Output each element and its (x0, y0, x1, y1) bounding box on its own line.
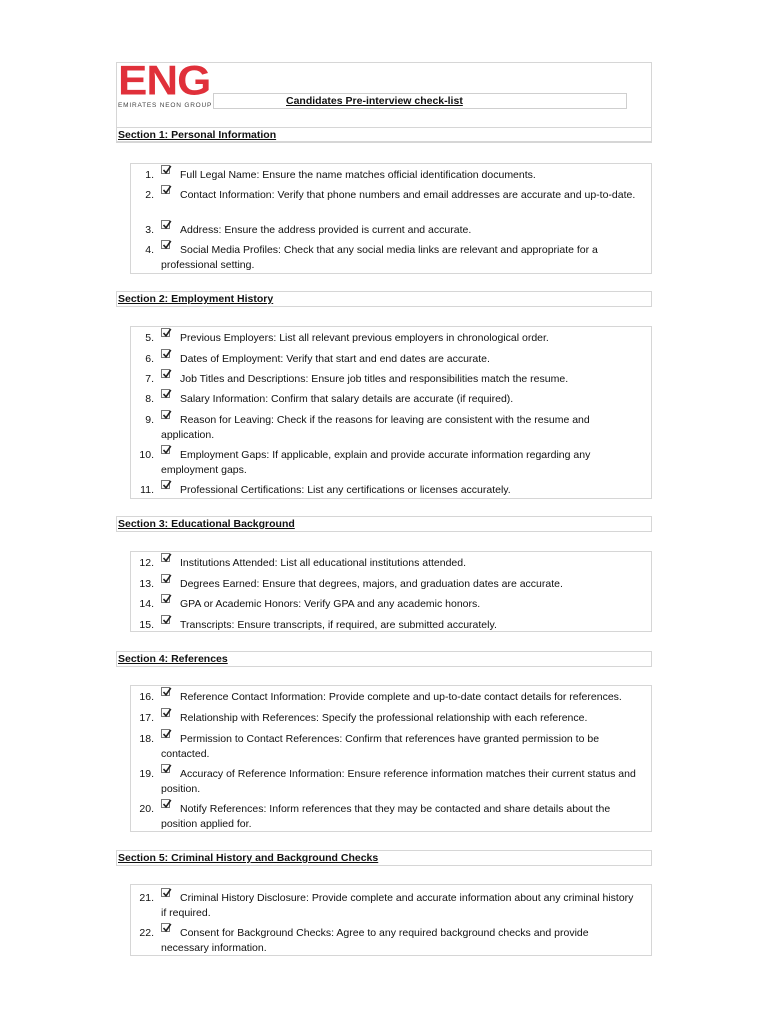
section-list-employment-history (130, 326, 652, 499)
item-text: Professional Certifications: List any certifications or licenses accurately. (180, 484, 511, 496)
item-text: Degrees Earned: Ensure that degrees, majors, and graduation dates are accurate. (180, 578, 563, 590)
section-list-criminal-history (130, 884, 652, 956)
document-title: Candidates Pre-interview check-list (286, 95, 463, 107)
item-text: Dates of Employment: Verify that start and end dates are accurate. (180, 353, 490, 365)
item-text: Criminal History Disclosure: Provide complete and accurate information about any criminal history if required. (161, 892, 634, 919)
item-number: 13. (139, 578, 154, 590)
item-text: Accuracy of Reference Information: Ensure reference information matches their current status and position. (161, 768, 636, 795)
item-text: Transcripts: Ensure transcripts, if required, are submitted accurately. (180, 619, 497, 631)
item-number: 21. (139, 892, 154, 904)
item-text: Consent for Background Checks: Agree to any required background checks and provide necessary information. (161, 927, 589, 954)
item-text: Permission to Contact References: Confirm that references have granted permission to be contacted. (161, 733, 600, 760)
item-number: 14. (139, 598, 154, 610)
section-title-employment-history: Section 2: Employment History (118, 293, 274, 305)
section-list-personal-information (130, 163, 652, 274)
item-number: 15. (139, 619, 154, 631)
item-number: 7. (145, 373, 154, 385)
item-number: 20. (139, 803, 154, 815)
item-text: Reason for Leaving: Check if the reasons for leaving are consistent with the resume and application. (161, 414, 590, 441)
section-title-educational-background: Section 3: Educational Background (118, 518, 295, 530)
item-number: 12. (139, 557, 154, 569)
item-number: 2. (145, 189, 154, 201)
item-text: Social Media Profiles: Check that any social media links are relevant and appropriate for a professional setting. (161, 244, 598, 271)
eng-logo (118, 57, 218, 109)
item-number: 8. (145, 393, 154, 405)
item-number: 10. (139, 449, 154, 461)
section-title-personal-information: Section 1: Personal Information (118, 129, 277, 141)
section-title-references: Section 4: References (118, 653, 228, 665)
item-text: Previous Employers: List all relevant previous employers in chronological order. (180, 332, 549, 344)
item-text: Notify References: Inform references that they may be contacted and share details about the position applied for. (161, 803, 611, 830)
item-number: 19. (139, 768, 154, 780)
item-number: 6. (145, 353, 154, 365)
item-text: Full Legal Name: Ensure the name matches official identification documents. (180, 169, 536, 181)
item-number: 9. (145, 414, 154, 426)
item-number: 5. (145, 332, 154, 344)
item-text: GPA or Academic Honors: Verify GPA and any academic honors. (180, 598, 481, 610)
section-list-educational-background (130, 551, 652, 632)
item-number: 17. (139, 712, 154, 724)
item-text: Job Titles and Descriptions: Ensure job titles and responsibilities match the resume. (180, 373, 569, 385)
item-number: 4. (145, 244, 154, 256)
item-number: 22. (139, 927, 154, 939)
item-number: 16. (139, 691, 154, 703)
logo-wordmark: ENG (118, 57, 211, 104)
item-text: Employment Gaps: If applicable, explain and provide accurate information regarding any employment gaps. (161, 449, 591, 476)
item-text: Relationship with References: Specify the professional relationship with each reference. (180, 712, 588, 724)
item-number: 18. (139, 733, 154, 745)
item-text: Institutions Attended: List all educational institutions attended. (180, 557, 467, 569)
item-text: Contact Information: Verify that phone numbers and email addresses are accurate and up-to-date. (180, 189, 636, 201)
item-text: Salary Information: Confirm that salary details are accurate (if required). (180, 393, 514, 405)
section-title-criminal-history: Section 5: Criminal History and Background Checks (118, 852, 379, 864)
item-number: 11. (140, 484, 154, 496)
item-text: Address: Ensure the address provided is current and accurate. (180, 224, 472, 236)
section-list-references (130, 685, 652, 832)
item-number: 1. (145, 169, 154, 181)
logo-subtitle: EMIRATES NEON GROUP (118, 102, 213, 109)
item-text: Reference Contact Information: Provide complete and up-to-date contact details for references. (180, 691, 622, 703)
item-number: 3. (145, 224, 154, 236)
